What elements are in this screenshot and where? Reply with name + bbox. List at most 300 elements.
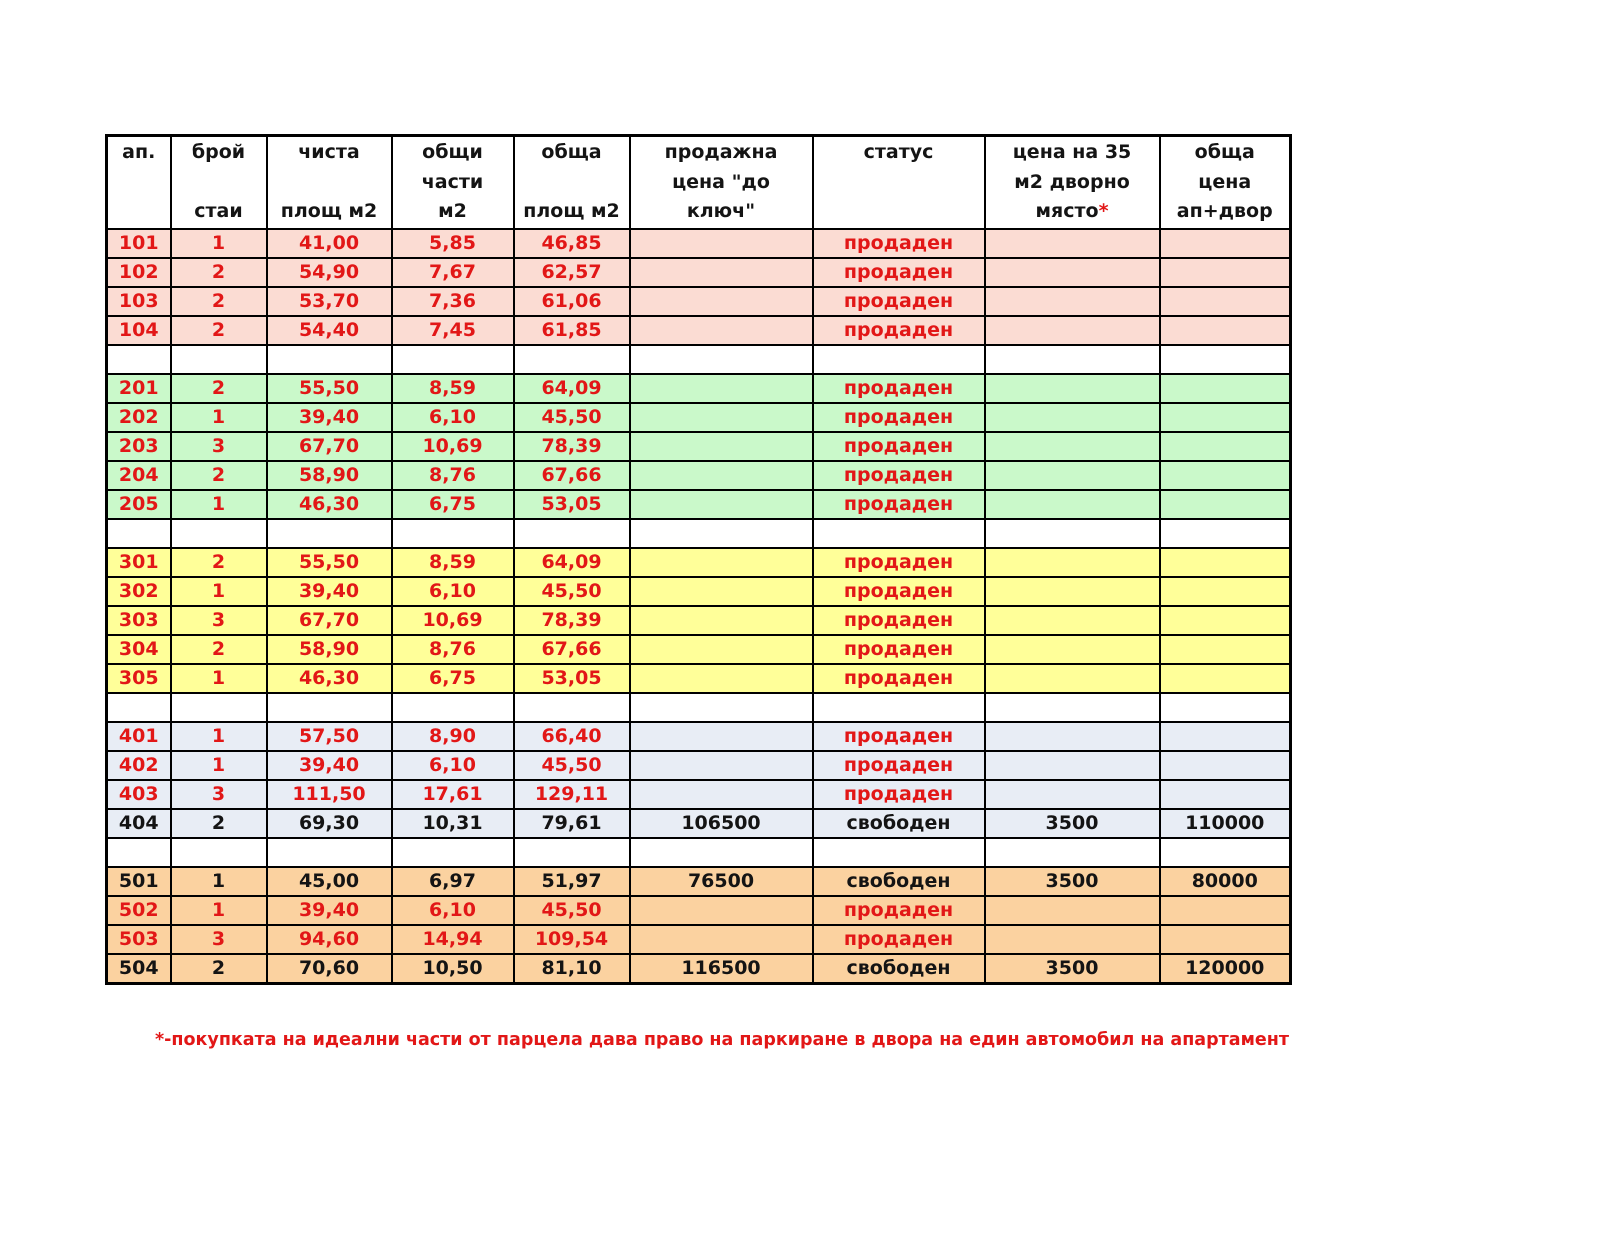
- cell-common-area: 7,45: [392, 316, 514, 345]
- empty-cell: [267, 345, 392, 374]
- cell-yard-price: [985, 751, 1160, 780]
- cell-net-area: 58,90: [267, 635, 392, 664]
- empty-cell: [985, 838, 1160, 867]
- empty-cell: [392, 693, 514, 722]
- cell-total-area: 109,54: [514, 925, 630, 954]
- cell-yard-price: [985, 548, 1160, 577]
- cell-total-price: [1160, 258, 1291, 287]
- cell-status: продаден: [813, 316, 985, 345]
- cell-rooms: 3: [171, 606, 267, 635]
- cell-total-price: [1160, 896, 1291, 925]
- cell-total-area: 67,66: [514, 461, 630, 490]
- cell-rooms: 2: [171, 374, 267, 403]
- cell-rooms: 2: [171, 258, 267, 287]
- empty-cell: [107, 345, 171, 374]
- cell-status: свободен: [813, 809, 985, 838]
- cell-total-price: 110000: [1160, 809, 1291, 838]
- cell-status: продаден: [813, 925, 985, 954]
- cell-status: продаден: [813, 403, 985, 432]
- cell-common-area: 6,75: [392, 490, 514, 519]
- column-header-total-area: [514, 136, 630, 230]
- header-line: цена на 35: [1012, 141, 1132, 163]
- cell-rooms: 1: [171, 577, 267, 606]
- cell-common-area: 5,85: [392, 229, 514, 258]
- empty-cell: [107, 693, 171, 722]
- cell-common-area: 10,69: [392, 606, 514, 635]
- cell-price-turnkey: [630, 548, 813, 577]
- cell-yard-price: [985, 635, 1160, 664]
- cell-ap: 502: [107, 896, 171, 925]
- cell-total-price: [1160, 403, 1291, 432]
- header-line: части: [421, 170, 484, 193]
- empty-cell: [630, 838, 813, 867]
- apartment-row-504: [107, 954, 1291, 984]
- cell-rooms: 1: [171, 229, 267, 258]
- apartment-row-404: [107, 809, 1291, 838]
- cell-ap: 204: [107, 461, 171, 490]
- cell-yard-price: [985, 896, 1160, 925]
- cell-total-area: 45,50: [514, 751, 630, 780]
- cell-net-area: 39,40: [267, 577, 392, 606]
- cell-total-area: 81,10: [514, 954, 630, 984]
- header-line: чиста: [298, 141, 360, 163]
- cell-yard-price: 3500: [985, 867, 1160, 896]
- cell-price-turnkey: [630, 751, 813, 780]
- cell-common-area: 10,69: [392, 432, 514, 461]
- cell-rooms: 2: [171, 316, 267, 345]
- apartment-row-205: [107, 490, 1291, 519]
- cell-ap: 401: [107, 722, 171, 751]
- cell-price-turnkey: [630, 606, 813, 635]
- cell-price-turnkey: [630, 229, 813, 258]
- cell-total-area: 61,06: [514, 287, 630, 316]
- header-line: ап+двор: [1176, 200, 1273, 222]
- cell-net-area: 39,40: [267, 751, 392, 780]
- cell-yard-price: [985, 925, 1160, 954]
- cell-net-area: 57,50: [267, 722, 392, 751]
- cell-ap: 102: [107, 258, 171, 287]
- cell-common-area: 6,75: [392, 664, 514, 693]
- cell-total-area: 45,50: [514, 896, 630, 925]
- empty-cell: [813, 345, 985, 374]
- cell-total-price: [1160, 635, 1291, 664]
- cell-ap: 203: [107, 432, 171, 461]
- footnote: *-покупката на идеални части от парцела дава право на паркиране в двора на един автомобил на апартамент: [155, 1030, 1290, 1050]
- column-header-price-turnkey: [630, 136, 813, 230]
- apartment-row-201: [107, 374, 1291, 403]
- cell-ap: 303: [107, 606, 171, 635]
- header-line: [110, 198, 168, 225]
- header-line: брой: [191, 141, 246, 163]
- cell-total-price: [1160, 229, 1291, 258]
- cell-yard-price: [985, 664, 1160, 693]
- apartment-row-502: [107, 896, 1291, 925]
- column-header-common-area: [392, 136, 514, 230]
- apartment-row-301: [107, 548, 1291, 577]
- header-line: [816, 169, 982, 196]
- empty-cell: [267, 838, 392, 867]
- cell-yard-price: [985, 403, 1160, 432]
- cell-total-area: 46,85: [514, 229, 630, 258]
- apartment-row-303: [107, 606, 1291, 635]
- cell-net-area: 58,90: [267, 461, 392, 490]
- cell-common-area: 6,97: [392, 867, 514, 896]
- header-line: [270, 169, 389, 196]
- empty-cell: [107, 519, 171, 548]
- cell-net-area: 39,40: [267, 896, 392, 925]
- header-line: обща: [541, 141, 602, 163]
- column-header-yard-price: [985, 136, 1160, 230]
- cell-net-area: 45,00: [267, 867, 392, 896]
- separator-row: [107, 838, 1291, 867]
- cell-ap: 503: [107, 925, 171, 954]
- cell-common-area: 8,59: [392, 548, 514, 577]
- cell-total-area: 53,05: [514, 664, 630, 693]
- cell-net-area: 54,40: [267, 316, 392, 345]
- cell-total-price: [1160, 548, 1291, 577]
- empty-cell: [392, 838, 514, 867]
- cell-net-area: 94,60: [267, 925, 392, 954]
- cell-net-area: 111,50: [267, 780, 392, 809]
- header-line: площ м2: [523, 200, 620, 222]
- cell-common-area: 6,10: [392, 896, 514, 925]
- cell-ap: 202: [107, 403, 171, 432]
- cell-price-turnkey: [630, 316, 813, 345]
- cell-status: продаден: [813, 461, 985, 490]
- cell-price-turnkey: [630, 403, 813, 432]
- cell-total-area: 64,09: [514, 548, 630, 577]
- cell-net-area: 54,90: [267, 258, 392, 287]
- column-header-ap: [107, 136, 171, 230]
- cell-status: продаден: [813, 374, 985, 403]
- apartment-row-304: [107, 635, 1291, 664]
- cell-net-area: 67,70: [267, 432, 392, 461]
- cell-common-area: 10,31: [392, 809, 514, 838]
- header-line: [816, 198, 982, 225]
- cell-status: продаден: [813, 432, 985, 461]
- empty-cell: [107, 838, 171, 867]
- cell-yard-price: [985, 432, 1160, 461]
- cell-common-area: 7,67: [392, 258, 514, 287]
- column-header-rooms: [171, 136, 267, 230]
- cell-rooms: 1: [171, 490, 267, 519]
- empty-cell: [171, 838, 267, 867]
- cell-net-area: 41,00: [267, 229, 392, 258]
- cell-rooms: 1: [171, 751, 267, 780]
- cell-status: продаден: [813, 780, 985, 809]
- cell-price-turnkey: 116500: [630, 954, 813, 984]
- header-line: цена: [1198, 170, 1252, 193]
- cell-total-price: [1160, 374, 1291, 403]
- cell-net-area: 39,40: [267, 403, 392, 432]
- column-header-total-price: [1160, 136, 1291, 230]
- empty-cell: [1160, 345, 1291, 374]
- cell-common-area: 6,10: [392, 403, 514, 432]
- cell-yard-price: [985, 229, 1160, 258]
- empty-cell: [514, 838, 630, 867]
- cell-rooms: 1: [171, 403, 267, 432]
- cell-total-price: [1160, 606, 1291, 635]
- cell-ap: 305: [107, 664, 171, 693]
- empty-cell: [630, 693, 813, 722]
- cell-price-turnkey: [630, 432, 813, 461]
- header-line: общи: [422, 141, 483, 163]
- empty-cell: [392, 345, 514, 374]
- cell-total-area: 129,11: [514, 780, 630, 809]
- cell-price-turnkey: [630, 780, 813, 809]
- table-header: [107, 136, 1291, 230]
- cell-common-area: 17,61: [392, 780, 514, 809]
- cell-total-area: 61,85: [514, 316, 630, 345]
- empty-cell: [985, 345, 1160, 374]
- cell-rooms: 2: [171, 287, 267, 316]
- cell-rooms: 3: [171, 780, 267, 809]
- header-text: място: [1035, 200, 1099, 222]
- empty-cell: [1160, 838, 1291, 867]
- cell-status: свободен: [813, 954, 985, 984]
- empty-cell: [985, 519, 1160, 548]
- cell-total-price: [1160, 490, 1291, 519]
- empty-cell: [514, 345, 630, 374]
- empty-cell: [171, 519, 267, 548]
- cell-ap: 501: [107, 867, 171, 896]
- cell-yard-price: [985, 606, 1160, 635]
- cell-total-area: 67,66: [514, 635, 630, 664]
- cell-total-area: 64,09: [514, 374, 630, 403]
- cell-ap: 101: [107, 229, 171, 258]
- apartment-row-305: [107, 664, 1291, 693]
- cell-total-price: 80000: [1160, 867, 1291, 896]
- cell-net-area: 53,70: [267, 287, 392, 316]
- cell-ap: 403: [107, 780, 171, 809]
- cell-ap: 103: [107, 287, 171, 316]
- cell-price-turnkey: [630, 490, 813, 519]
- cell-status: продаден: [813, 258, 985, 287]
- empty-cell: [813, 519, 985, 548]
- cell-status: продаден: [813, 287, 985, 316]
- apartment-row-402: [107, 751, 1291, 780]
- cell-total-price: [1160, 925, 1291, 954]
- cell-total-area: 62,57: [514, 258, 630, 287]
- cell-net-area: 46,30: [267, 490, 392, 519]
- table-body: [107, 229, 1291, 984]
- cell-price-turnkey: [630, 374, 813, 403]
- cell-total-area: 45,50: [514, 577, 630, 606]
- empty-cell: [514, 519, 630, 548]
- header-line: цена "до: [672, 170, 770, 193]
- apartment-row-104: [107, 316, 1291, 345]
- cell-price-turnkey: [630, 287, 813, 316]
- empty-cell: [392, 519, 514, 548]
- apartment-row-103: [107, 287, 1291, 316]
- cell-rooms: 2: [171, 809, 267, 838]
- header-line: площ м2: [280, 200, 378, 222]
- cell-total-price: [1160, 780, 1291, 809]
- empty-cell: [813, 693, 985, 722]
- cell-total-area: 45,50: [514, 403, 630, 432]
- cell-common-area: 6,10: [392, 577, 514, 606]
- cell-total-area: 51,97: [514, 867, 630, 896]
- empty-cell: [630, 345, 813, 374]
- cell-price-turnkey: [630, 635, 813, 664]
- cell-price-turnkey: [630, 722, 813, 751]
- empty-cell: [1160, 693, 1291, 722]
- cell-yard-price: [985, 374, 1160, 403]
- cell-rooms: 1: [171, 664, 267, 693]
- empty-cell: [171, 345, 267, 374]
- cell-net-area: 67,70: [267, 606, 392, 635]
- header-line: [174, 169, 264, 196]
- cell-common-area: 10,50: [392, 954, 514, 984]
- cell-total-area: 78,39: [514, 432, 630, 461]
- cell-status: продаден: [813, 751, 985, 780]
- apartment-row-101: [107, 229, 1291, 258]
- header-row: [107, 136, 1291, 230]
- cell-status: продаден: [813, 722, 985, 751]
- cell-status: продаден: [813, 229, 985, 258]
- apartment-row-503: [107, 925, 1291, 954]
- cell-total-area: 79,61: [514, 809, 630, 838]
- cell-common-area: 8,59: [392, 374, 514, 403]
- empty-cell: [985, 693, 1160, 722]
- cell-yard-price: 3500: [985, 954, 1160, 984]
- cell-status: продаден: [813, 606, 985, 635]
- cell-price-turnkey: [630, 461, 813, 490]
- header-line: [517, 169, 627, 196]
- cell-yard-price: [985, 577, 1160, 606]
- apartment-row-501: [107, 867, 1291, 896]
- header-line: [110, 169, 168, 196]
- empty-cell: [813, 838, 985, 867]
- header-line: м2 дворно: [1014, 170, 1130, 193]
- empty-cell: [267, 693, 392, 722]
- empty-cell: [630, 519, 813, 548]
- cell-ap: 104: [107, 316, 171, 345]
- cell-yard-price: [985, 316, 1160, 345]
- cell-rooms: 1: [171, 896, 267, 925]
- cell-rooms: 3: [171, 432, 267, 461]
- cell-price-turnkey: [630, 896, 813, 925]
- cell-common-area: 8,90: [392, 722, 514, 751]
- empty-cell: [514, 693, 630, 722]
- cell-ap: 304: [107, 635, 171, 664]
- empty-cell: [171, 693, 267, 722]
- cell-total-price: [1160, 722, 1291, 751]
- column-header-status: [813, 136, 985, 230]
- cell-net-area: 69,30: [267, 809, 392, 838]
- cell-yard-price: [985, 722, 1160, 751]
- cell-ap: 402: [107, 751, 171, 780]
- cell-rooms: 1: [171, 867, 267, 896]
- separator-row: [107, 519, 1291, 548]
- header-line: [988, 198, 1157, 225]
- cell-total-area: 53,05: [514, 490, 630, 519]
- separator-row: [107, 693, 1291, 722]
- cell-total-area: 78,39: [514, 606, 630, 635]
- cell-yard-price: [985, 780, 1160, 809]
- cell-ap: 404: [107, 809, 171, 838]
- apartment-row-202: [107, 403, 1291, 432]
- empty-cell: [1160, 519, 1291, 548]
- header-line: ключ": [686, 200, 756, 222]
- cell-common-area: 14,94: [392, 925, 514, 954]
- cell-rooms: 2: [171, 461, 267, 490]
- cell-price-turnkey: [630, 577, 813, 606]
- cell-yard-price: 3500: [985, 809, 1160, 838]
- apartment-row-401: [107, 722, 1291, 751]
- header-line: м2: [438, 200, 467, 222]
- empty-cell: [267, 519, 392, 548]
- apartment-row-203: [107, 432, 1291, 461]
- cell-status: продаден: [813, 577, 985, 606]
- cell-yard-price: [985, 461, 1160, 490]
- cell-common-area: 8,76: [392, 461, 514, 490]
- cell-status: продаден: [813, 896, 985, 925]
- cell-total-price: [1160, 577, 1291, 606]
- cell-yard-price: [985, 258, 1160, 287]
- cell-yard-price: [985, 287, 1160, 316]
- cell-ap: 205: [107, 490, 171, 519]
- apartment-row-204: [107, 461, 1291, 490]
- cell-net-area: 55,50: [267, 548, 392, 577]
- cell-rooms: 2: [171, 954, 267, 984]
- cell-status: продаден: [813, 635, 985, 664]
- cell-ap: 302: [107, 577, 171, 606]
- cell-net-area: 55,50: [267, 374, 392, 403]
- cell-status: продаден: [813, 490, 985, 519]
- cell-ap: 201: [107, 374, 171, 403]
- cell-total-price: 120000: [1160, 954, 1291, 984]
- cell-rooms: 2: [171, 548, 267, 577]
- cell-status: продаден: [813, 548, 985, 577]
- cell-price-turnkey: [630, 925, 813, 954]
- cell-rooms: 2: [171, 635, 267, 664]
- apartment-row-102: [107, 258, 1291, 287]
- cell-price-turnkey: 106500: [630, 809, 813, 838]
- cell-total-area: 66,40: [514, 722, 630, 751]
- column-header-net-area: [267, 136, 392, 230]
- cell-total-price: [1160, 316, 1291, 345]
- header-line: продажна: [664, 141, 778, 163]
- cell-common-area: 8,76: [392, 635, 514, 664]
- cell-total-price: [1160, 432, 1291, 461]
- cell-ap: 504: [107, 954, 171, 984]
- cell-total-price: [1160, 461, 1291, 490]
- cell-rooms: 3: [171, 925, 267, 954]
- cell-common-area: 7,36: [392, 287, 514, 316]
- header-line: стаи: [194, 200, 243, 222]
- cell-net-area: 46,30: [267, 664, 392, 693]
- cell-status: свободен: [813, 867, 985, 896]
- header-line: обща: [1194, 141, 1255, 163]
- cell-net-area: 70,60: [267, 954, 392, 984]
- header-line: статус: [863, 141, 934, 163]
- cell-ap: 301: [107, 548, 171, 577]
- cell-total-price: [1160, 751, 1291, 780]
- apartment-row-403: [107, 780, 1291, 809]
- apartment-price-table: [105, 134, 1292, 985]
- header-line: ап.: [122, 141, 156, 163]
- cell-status: продаден: [813, 664, 985, 693]
- cell-yard-price: [985, 490, 1160, 519]
- cell-price-turnkey: [630, 258, 813, 287]
- cell-total-price: [1160, 287, 1291, 316]
- separator-row: [107, 345, 1291, 374]
- cell-total-price: [1160, 664, 1291, 693]
- cell-price-turnkey: [630, 664, 813, 693]
- cell-price-turnkey: 76500: [630, 867, 813, 896]
- cell-rooms: 1: [171, 722, 267, 751]
